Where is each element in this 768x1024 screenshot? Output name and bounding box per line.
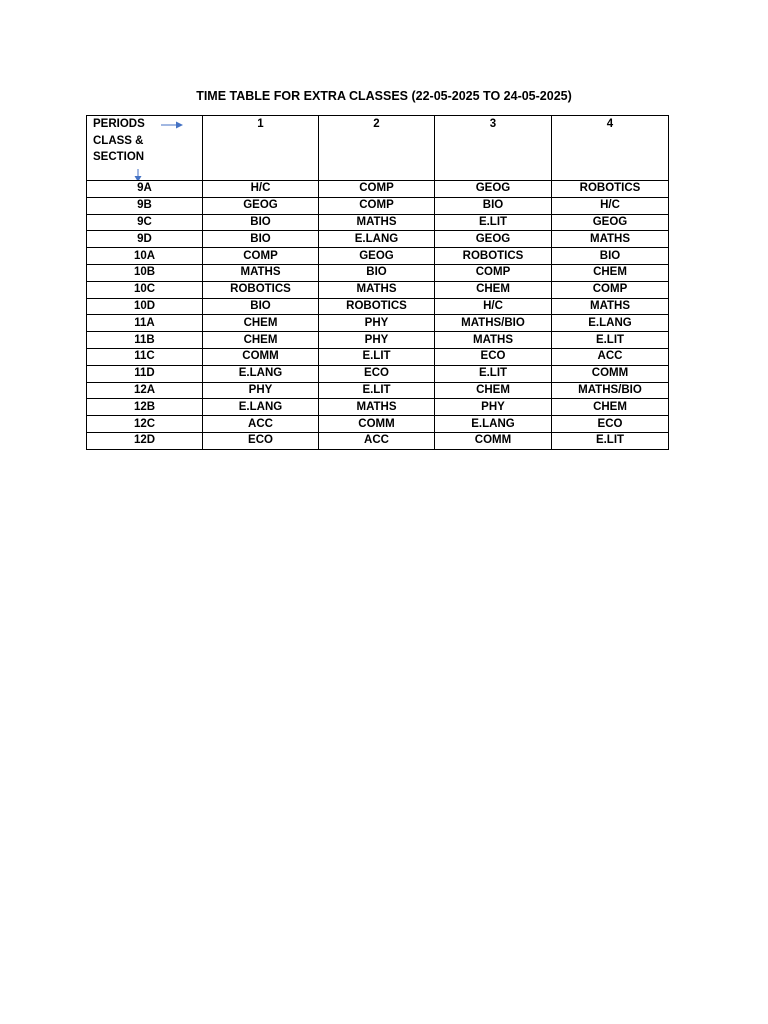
subject-cell: ACC	[552, 348, 669, 365]
subject-cell: PHY	[435, 399, 552, 416]
subject-cell: BIO	[203, 214, 319, 231]
table-row	[87, 365, 669, 382]
subject-cell: E.LANG	[203, 365, 319, 382]
subject-cell: MATHS	[552, 298, 669, 315]
subject-cell: CHEM	[435, 382, 552, 399]
subject-cell: ECO	[435, 348, 552, 365]
corner-label-class: CLASS &	[93, 134, 144, 147]
corner-header-cell	[87, 116, 203, 181]
class-section-cell: 11A	[87, 315, 203, 332]
class-section-cell: 10B	[87, 264, 203, 281]
subject-cell: CHEM	[552, 264, 669, 281]
subject-cell: E.LANG	[552, 315, 669, 332]
subject-cell: E.LANG	[319, 231, 435, 248]
subject-cell: PHY	[319, 332, 435, 349]
corner-label-section: SECTION	[93, 151, 145, 163]
subject-cell: CHEM	[435, 281, 552, 298]
subject-cell: MATHS/BIO	[552, 382, 669, 399]
subject-cell: ROBOTICS	[319, 298, 435, 315]
table-row	[87, 231, 669, 248]
class-section-cell: 10D	[87, 298, 203, 315]
timetable	[86, 115, 669, 450]
table-row	[87, 399, 669, 416]
class-section-cell: 12B	[87, 399, 203, 416]
subject-cell: GEOG	[319, 248, 435, 265]
table-row	[87, 264, 669, 281]
corner-label-periods: PERIODS	[93, 118, 145, 130]
period-header-2: 2	[319, 116, 435, 181]
subject-cell: COMM	[435, 432, 552, 449]
subject-cell: GEOG	[435, 231, 552, 248]
class-section-cell: 9A	[87, 181, 203, 198]
class-section-cell: 9B	[87, 197, 203, 214]
class-section-cell: 10A	[87, 248, 203, 265]
subject-cell: E.LANG	[435, 416, 552, 433]
subject-cell: COMP	[552, 281, 669, 298]
subject-cell: ECO	[203, 432, 319, 449]
subject-cell: GEOG	[203, 197, 319, 214]
subject-cell: BIO	[435, 197, 552, 214]
period-header-1: 1	[203, 116, 319, 181]
period-header-3: 3	[435, 116, 552, 181]
table-row	[87, 315, 669, 332]
subject-cell: BIO	[552, 248, 669, 265]
subject-cell: GEOG	[435, 181, 552, 198]
table-row	[87, 214, 669, 231]
page-title: TIME TABLE FOR EXTRA CLASSES (22-05-2025 TO 24-05-2025)	[196, 89, 572, 103]
class-section-cell: 11B	[87, 332, 203, 349]
table-row	[87, 181, 669, 198]
period-header-4: 4	[552, 116, 669, 181]
subject-cell: COMP	[319, 181, 435, 198]
subject-cell: ACC	[203, 416, 319, 433]
class-section-cell: 11D	[87, 365, 203, 382]
subject-cell: COMM	[203, 348, 319, 365]
class-section-cell: 10C	[87, 281, 203, 298]
arrow-down-icon	[133, 169, 143, 181]
class-section-cell: 11C	[87, 348, 203, 365]
subject-cell: ECO	[552, 416, 669, 433]
table-row	[87, 332, 669, 349]
subject-cell: MATHS	[435, 332, 552, 349]
table-row	[87, 281, 669, 298]
table-row	[87, 348, 669, 365]
subject-cell: GEOG	[552, 214, 669, 231]
subject-cell: E.LANG	[203, 399, 319, 416]
subject-cell: COMM	[319, 416, 435, 433]
subject-cell: PHY	[319, 315, 435, 332]
subject-cell: COMP	[203, 248, 319, 265]
subject-cell: COMM	[552, 365, 669, 382]
subject-cell: E.LIT	[435, 365, 552, 382]
table-row	[87, 197, 669, 214]
subject-cell: H/C	[435, 298, 552, 315]
header-row	[87, 116, 669, 181]
subject-cell: ROBOTICS	[552, 181, 669, 198]
table-row	[87, 432, 669, 449]
subject-cell: CHEM	[203, 332, 319, 349]
subject-cell: ECO	[319, 365, 435, 382]
class-section-cell: 9C	[87, 214, 203, 231]
table-row	[87, 416, 669, 433]
subject-cell: E.LIT	[552, 332, 669, 349]
class-section-cell: 12A	[87, 382, 203, 399]
subject-cell: E.LIT	[552, 432, 669, 449]
subject-cell: MATHS/BIO	[435, 315, 552, 332]
subject-cell: E.LIT	[319, 382, 435, 399]
subject-cell: ROBOTICS	[435, 248, 552, 265]
subject-cell: COMP	[319, 197, 435, 214]
subject-cell: ROBOTICS	[203, 281, 319, 298]
table-row	[87, 382, 669, 399]
subject-cell: MATHS	[319, 399, 435, 416]
subject-cell: BIO	[203, 231, 319, 248]
subject-cell: CHEM	[203, 315, 319, 332]
class-section-cell: 12D	[87, 432, 203, 449]
subject-cell: H/C	[203, 181, 319, 198]
class-section-cell: 12C	[87, 416, 203, 433]
subject-cell: CHEM	[552, 399, 669, 416]
subject-cell: MATHS	[203, 264, 319, 281]
class-section-cell: 9D	[87, 231, 203, 248]
subject-cell: E.LIT	[319, 348, 435, 365]
subject-cell: BIO	[319, 264, 435, 281]
subject-cell: PHY	[203, 382, 319, 399]
subject-cell: COMP	[435, 264, 552, 281]
subject-cell: MATHS	[319, 281, 435, 298]
subject-cell: MATHS	[319, 214, 435, 231]
arrow-right-icon	[161, 120, 183, 130]
subject-cell: E.LIT	[435, 214, 552, 231]
subject-cell: H/C	[552, 197, 669, 214]
subject-cell: MATHS	[552, 231, 669, 248]
table-row	[87, 248, 669, 265]
subject-cell: ACC	[319, 432, 435, 449]
subject-cell: BIO	[203, 298, 319, 315]
table-row	[87, 298, 669, 315]
